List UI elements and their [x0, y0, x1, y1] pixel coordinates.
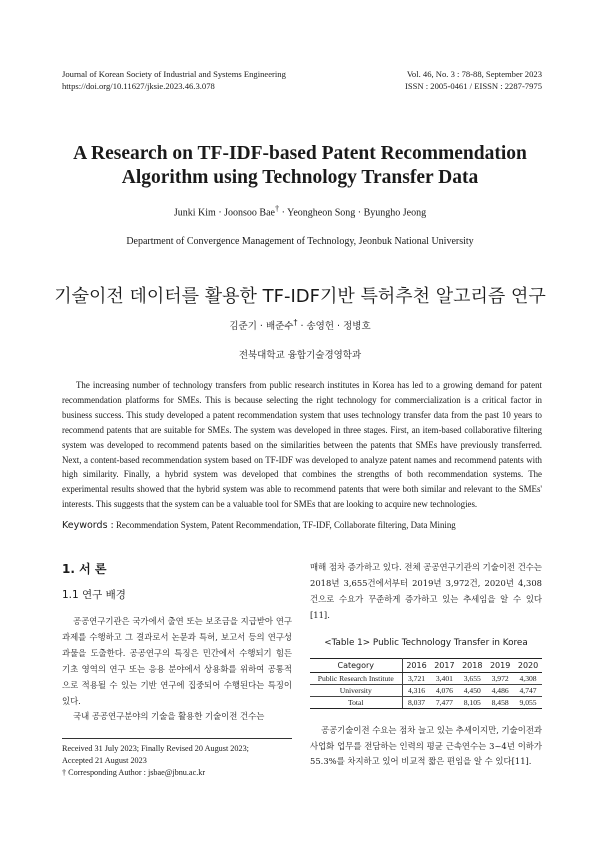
authors-first: Junki Kim · Joonsoo Bae — [173, 207, 275, 219]
doi-link[interactable]: https://doi.org/10.11627/jksie.2023.46.3.078 — [62, 81, 215, 91]
table-cell: 9,055 — [514, 696, 542, 708]
accepted-date: Accepted 21 August 2023 — [62, 756, 147, 765]
table-cell: 4,747 — [514, 684, 542, 696]
subsection-heading: 1.1 연구 배경 — [62, 589, 126, 601]
footnotes — [62, 738, 292, 779]
korean-authors-first: 김준기 · 배준수 — [229, 321, 294, 333]
paper-title-line1: A Research on TF-IDF-based Patent Recommendation — [73, 143, 527, 164]
body-paragraph: 매해 점차 증가하고 있다. 전체 공공연구기관의 기술이전 건수는 2018년 3,655건에서부터 2019년 3,972건, 2020년 4,308건으로 수요가 꾸준하게 증가하고 있는 추세임을 알 수 있다[11]. — [310, 562, 542, 620]
keywords — [62, 520, 542, 531]
table-row-label: Total — [310, 696, 402, 708]
corresponding-author: † Corresponding Author : jsbae@jbnu.ac.kr — [62, 768, 206, 777]
table-row-label: Public Research Institute — [310, 672, 402, 684]
table-header-cell: 2017 — [430, 658, 458, 672]
table-header-cell: 2020 — [514, 658, 542, 672]
body-paragraph: 공공연구기관은 국가에서 출연 또는 보조금을 지급받아 연구과제를 수행하고 그 결과로서 논문과 특허, 보고서 등의 연구성과물을 도출한다. 공공연구의 특징은 민간에서 수행되기 힘든 기초 영역의 연구 또는 응용 분야에서 상용화를 위하여 공통적으로 적용될 수 있는 기반 연구에 집중되어 수행된다는 특징이 있다. — [62, 616, 292, 706]
table-cell: 3,721 — [402, 672, 430, 684]
section-heading: 1. 서 론 — [62, 562, 107, 576]
running-header-right — [405, 68, 542, 92]
korean-affiliation: 전북대학교 융합기술경영학과 — [238, 350, 362, 361]
table-cell: 4,076 — [430, 684, 458, 696]
table-row — [310, 672, 542, 684]
table-header-cell: 2019 — [486, 658, 514, 672]
corresponding-mark: † — [274, 204, 280, 213]
keywords-label: Keywords : — [62, 520, 114, 531]
keywords-list: Recommendation System, Patent Recommendation, TF-IDF, Collaborate filtering, Data Mining — [113, 520, 456, 530]
table-cell: 8,037 — [402, 696, 430, 708]
table-cell: 3,401 — [430, 672, 458, 684]
korean-corresponding-mark: † — [293, 318, 298, 327]
table-cell: 4,308 — [514, 672, 542, 684]
korean-title: 기술이전 데이터를 활용한 TF-IDF기반 특허추천 알고리즘 연구 — [54, 286, 546, 307]
table-header-cell: 2016 — [402, 658, 430, 672]
table-header-row — [310, 658, 542, 672]
paper-title-line2: Algorithm using Technology Transfer Data — [121, 167, 479, 188]
table-cell: 8,105 — [458, 696, 486, 708]
table-cell: 7,477 — [430, 696, 458, 708]
received-date: Received 31 July 2023; Finally Revised 20 August 2023; — [62, 744, 249, 753]
affiliation: Department of Convergence Management of Technology, Jeonbuk National University — [126, 236, 474, 247]
journal-name: Journal of Korean Society of Industrial and Systems Engineering — [62, 69, 286, 79]
table-row — [310, 684, 542, 696]
table-cell: 8,458 — [486, 696, 514, 708]
table-header-cell: 2018 — [458, 658, 486, 672]
table-cell: 4,486 — [486, 684, 514, 696]
author-list — [0, 204, 600, 218]
volume-info: Vol. 46, No. 3 : 78-88, September 2023 — [406, 69, 542, 79]
table-row — [310, 696, 542, 708]
table-cell: 4,316 — [402, 684, 430, 696]
running-header-left — [62, 68, 286, 92]
issn-info: ISSN : 2005-0461 / EISSN : 2287-7975 — [404, 81, 542, 91]
table-cell: 3,972 — [486, 672, 514, 684]
table-row-label: University — [310, 684, 402, 696]
korean-authors-rest: · 송영헌 · 정병호 — [297, 321, 371, 333]
body-paragraph: 공공기술이전 수요는 점차 늘고 있는 추세이지만, 기술이전과 사업화 업무를 전담하는 인력의 평균 근속연수는 3~4년 이하가 55.3%를 차지하고 있어 비교적 짧은 편임을 알 수 있다[11]. — [310, 724, 542, 767]
authors-rest: · Yeongheon Song · Byungho Jeong — [279, 207, 427, 219]
left-column — [62, 560, 292, 725]
paper-title — [0, 142, 600, 190]
table-caption: <Table 1> Public Technology Transfer in Korea — [324, 637, 528, 648]
table-cell: 3,655 — [458, 672, 486, 684]
table-cell: 4,450 — [458, 684, 486, 696]
abstract: The increasing number of technology transfers from public research institutes in Korea has led to a growing demand for patent recommendation platforms for SMEs. This is because selecting the right technology for commercialization is a critical factor in business success. This study developed a patent recommendation system that uses technology transfer data from the past 10 years to recommend patents that are suitable for SMEs. The system was developed in three stages. First, an item-based collaborative filtering system was developed to recommend patents based on the similarities between the patents that SMEs have previously transferred. Next, a content-based recommendation system based on TF-IDF was developed to analyze patent names and recommend patents with high similarity. Finally, a hybrid system was developed that combines the strengths of both recommendation systems. The experimental results showed that the hybrid system was able to recommend patents that were both similar and relevant to the SMEs' interests. This suggests that the system can be a valuable tool for SMEs that are looking to acquire new technologies. — [62, 380, 542, 510]
korean-author-list — [0, 318, 600, 332]
table-header-cell: Category — [310, 658, 402, 672]
body-paragraph: 국내 공공연구분야의 기술을 활용한 기술이전 건수는 — [73, 711, 265, 722]
transfer-table — [310, 658, 542, 709]
right-column — [310, 560, 542, 770]
